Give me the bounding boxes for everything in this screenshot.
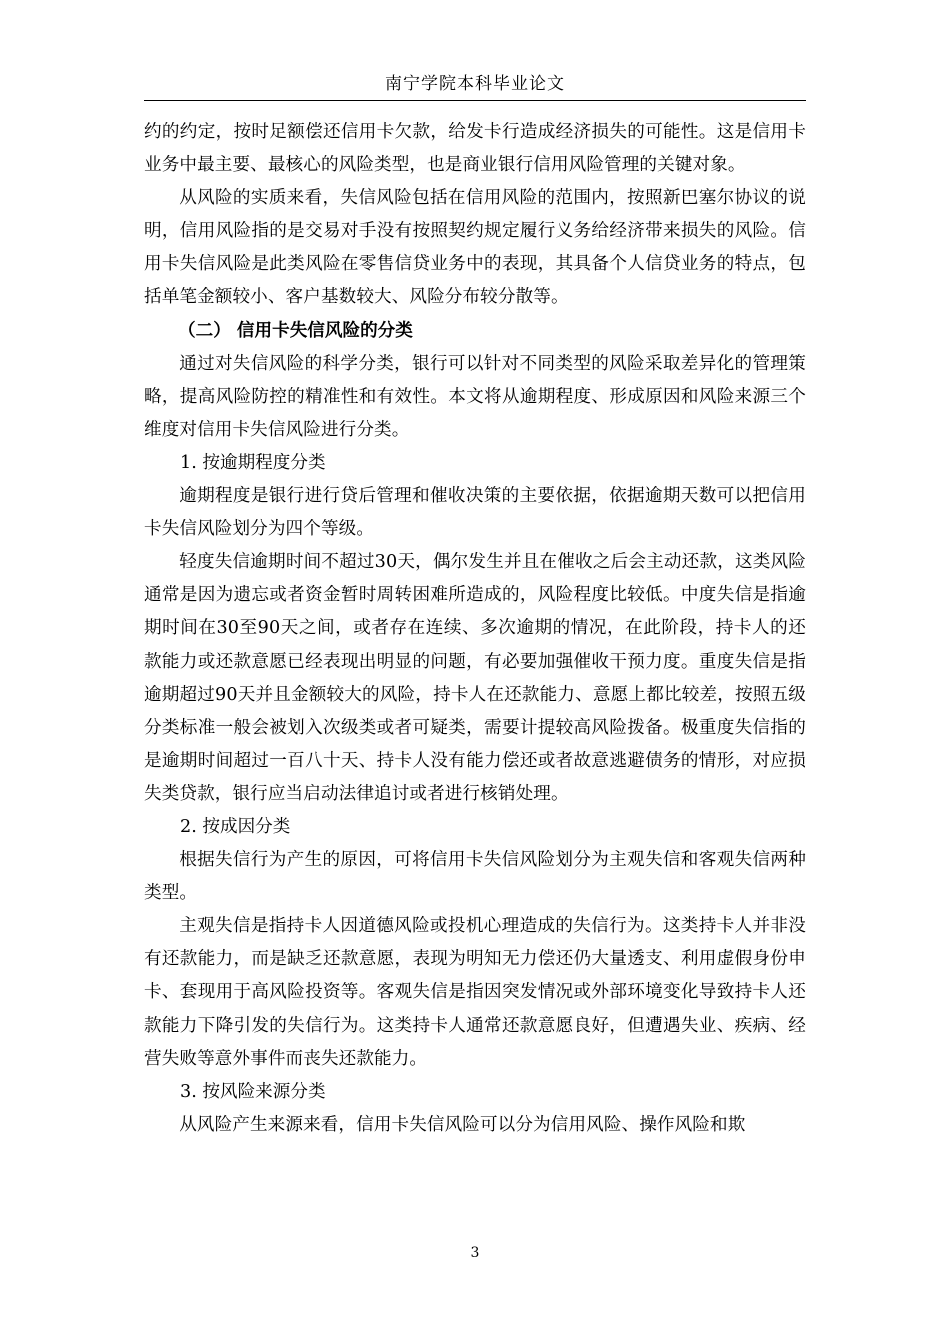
paragraph-risk-essence: 从风险的实质来看，失信风险包括在信用风险的范围内，按照新巴塞尔协议的说明，信用风险指的是交易对手没有按照契约规定履行义务给经济带来损失的风险。信用卡失信风险是此类风险在零售信贷业务中的表现，其具备个人信贷业务的特点，包括单笔金额较小、客户基数较大、风险分布较分散等。 bbox=[144, 188, 806, 308]
paragraph-overdue-basis: 逾期程度是银行进行贷后管理和催收决策的主要依据，依据逾期天数可以把信用卡失信风险划分为四个等级。 bbox=[144, 486, 806, 540]
page-number: 3 bbox=[470, 1245, 480, 1261]
paragraph-continuation: 约的约定，按时足额偿还信用卡欠款，给发卡行造成经济损失的可能性。这是信用卡业务中最主要、最核心的风险类型，也是商业银行信用风险管理的关键对象。 bbox=[144, 122, 806, 176]
running-header: 南宁学院本科毕业论文 bbox=[385, 74, 565, 94]
subheading-by-risk-source: 3. 按风险来源分类 bbox=[180, 1081, 326, 1102]
subheading-by-cause: 2. 按成因分类 bbox=[180, 816, 291, 837]
paragraph-overdue-levels: 轻度失信逾期时间不超过30天，偶尔发生并且在催收之后会主动还款，这类风险通常是因为遗忘或者资金暂时周转困难所造成的，风险程度比较低。中度失信是指逾期时间在30至90天之间，或者存在连续、多次逾期的情况，在此阶段，持卡人的还款能力或还款意愿已经表现出明显的问题，有必要加强催收干预力度。重度失信是指逾期超过90天并且金额较大的风险，持卡人在还款能力、意愿上都比较差，按照五级分类标准一般会被划入次级类或者可疑类，需要计提较高风险拨备。极重度失信指的是逾期时间超过一百八十天、持卡人没有能力偿还或者故意逃避债务的情形，对应损失类贷款，银行应当启动法律追讨或者进行核销处理。 bbox=[144, 552, 806, 804]
header-divider bbox=[144, 100, 806, 101]
paragraph-classification-intro: 通过对失信风险的科学分类，银行可以针对不同类型的风险采取差异化的管理策略，提高风险防控的精准性和有效性。本文将从逾期程度、形成原因和风险来源三个维度对信用卡失信风险进行分类。 bbox=[144, 353, 806, 440]
paragraph-risk-source: 从风险产生来源来看，信用卡失信风险可以分为信用风险、操作风险和欺 bbox=[179, 1114, 746, 1135]
document-body bbox=[144, 116, 806, 1142]
subheading-by-overdue-degree: 1. 按逾期程度分类 bbox=[180, 452, 326, 473]
paragraph-subjective-objective: 主观失信是指持卡人因道德风险或投机心理造成的失信行为。这类持卡人并非没有还款能力，而是缺乏还款意愿，表现为明知无力偿还仍大量透支、利用虚假身份申卡、套现用于高风险投资等。客观失信是指因突发情况或外部环境变化导致持卡人还款能力下降引发的失信行为。这类持卡人通常还款意愿良好，但遭遇失业、疾病、经营失败等意外事件而丧失还款能力。 bbox=[144, 916, 806, 1069]
section-heading-classification: （二） 信用卡失信风险的分类 bbox=[178, 320, 413, 341]
paragraph-cause-intro: 根据失信行为产生的原因，可将信用卡失信风险划分为主观失信和客观失信两种类型。 bbox=[144, 850, 806, 904]
